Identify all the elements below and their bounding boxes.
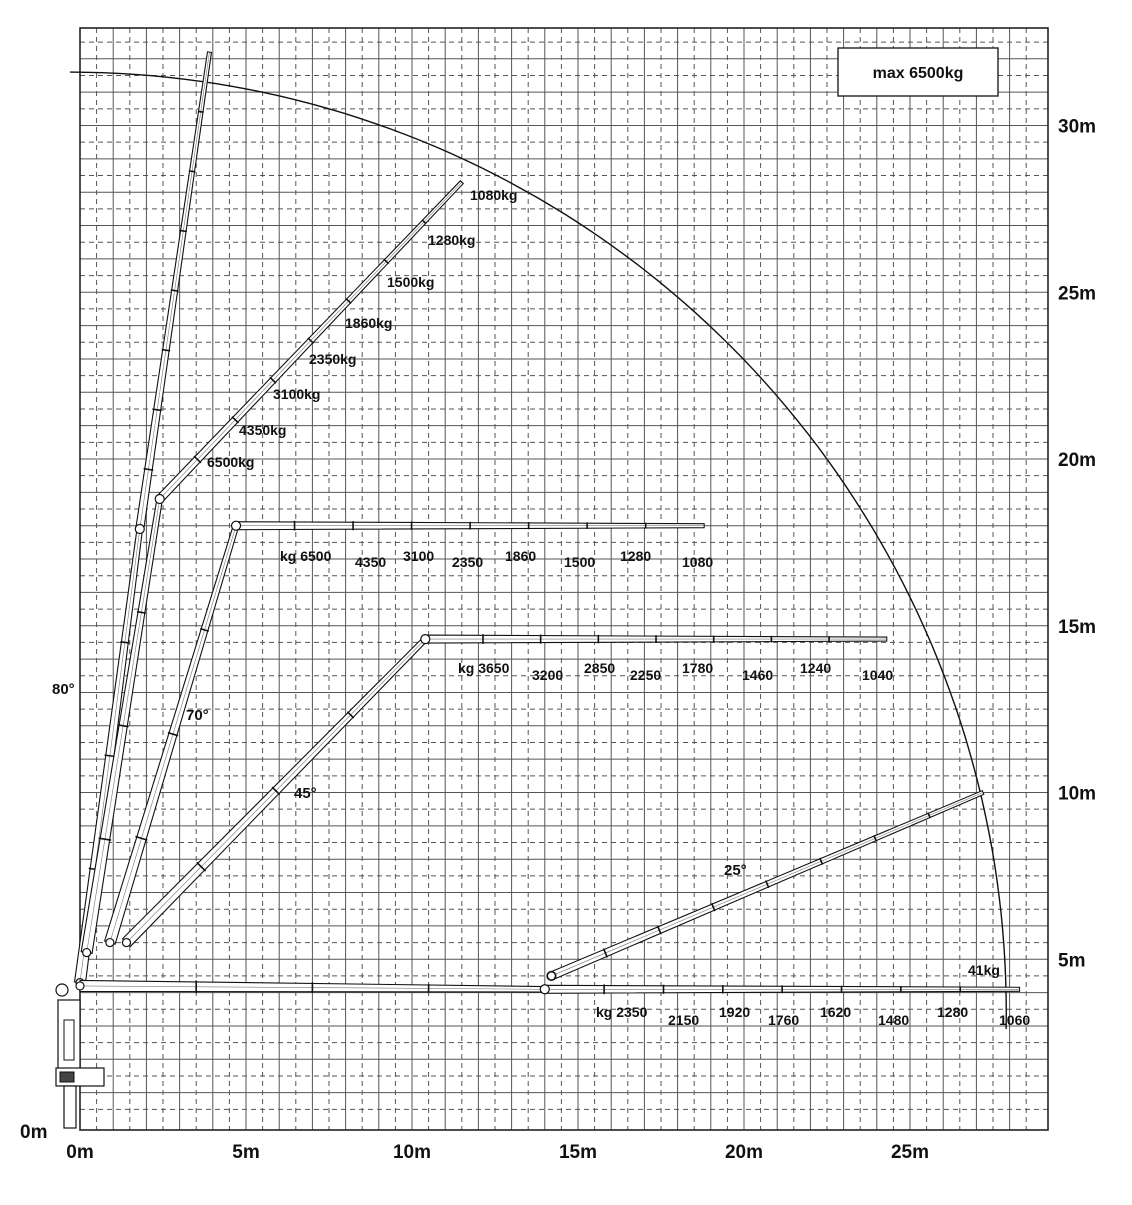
load-label-horizontal: 2150 (668, 1012, 699, 1028)
boom-45-base-joint (122, 939, 130, 947)
load-label-45: 1780 (682, 660, 713, 676)
angle-label-25: 25° (724, 862, 747, 879)
boom-70-horizontal-knuckle-joint (232, 521, 241, 530)
angle-label-70: 70° (186, 707, 209, 724)
title-label: max 6500kg (873, 65, 964, 82)
load-label-70-raised: 2350kg (309, 351, 356, 367)
load-label-70-horizontal: kg 6500 (280, 548, 332, 564)
load-label-70-raised: 1080kg (470, 187, 517, 203)
load-label-70-horizontal: 3100 (403, 548, 434, 564)
load-label-45: 3200 (532, 667, 563, 683)
y-tick-label: 5m (1058, 950, 1085, 971)
load-label-45: 1240 (800, 660, 831, 676)
x-tick-label: 10m (393, 1142, 431, 1163)
boom-70-horizontal-base-joint (106, 939, 114, 947)
angle-label-45: 45° (294, 785, 317, 802)
load-label-70-horizontal: 1280 (620, 548, 651, 564)
load-label-horizontal: 1480 (878, 1012, 909, 1028)
boom-25-base-joint (547, 972, 555, 980)
boom-45-knuckle-joint (421, 635, 430, 644)
load-label-70-raised: 3100kg (273, 386, 320, 402)
load-label-45: 1460 (742, 667, 773, 683)
load-label-70-raised: 1500kg (387, 274, 434, 290)
load-label-70-raised: 1860kg (345, 315, 392, 331)
load-label-horizontal: 1620 (820, 1004, 851, 1020)
x-tick-label: 20m (725, 1142, 763, 1163)
load-label-70-horizontal: 1080 (682, 554, 713, 570)
angle-label-80: 80° (52, 681, 75, 698)
load-label-45: 1040 (862, 667, 893, 683)
load-label-horizontal: 1760 (768, 1012, 799, 1028)
load-label-tip: 41kg (968, 962, 1000, 978)
boom-horizontal-base-joint (76, 982, 84, 990)
y-tick-label: 30m (1058, 117, 1096, 138)
load-label-70-horizontal: 2350 (452, 554, 483, 570)
y-tick-label: 15m (1058, 617, 1096, 638)
load-label-70-raised: 6500kg (207, 454, 254, 470)
load-label-70-horizontal: 1500 (564, 554, 595, 570)
title-box (838, 48, 998, 96)
y-tick-label: 10m (1058, 784, 1096, 805)
y-tick-label: 20m (1058, 450, 1096, 471)
load-label-horizontal: kg 2350 (596, 1004, 648, 1020)
load-label-45: 2250 (630, 667, 661, 683)
x-tick-label: 0m (66, 1142, 93, 1163)
load-label-horizontal: 1280 (937, 1004, 968, 1020)
y-tick-label: 25m (1058, 283, 1096, 304)
boom-70-raised-knuckle-joint (155, 495, 164, 504)
load-label-45: 2850 (584, 660, 615, 676)
load-label-horizontal: 1060 (999, 1012, 1030, 1028)
load-label-45: kg 3650 (458, 660, 510, 676)
boom-horizontal-knuckle-joint (540, 985, 549, 994)
load-label-70-horizontal: 1860 (505, 548, 536, 564)
x-tick-label: 5m (232, 1142, 259, 1163)
x-tick-label: 15m (559, 1142, 597, 1163)
x-tick-label: 25m (891, 1142, 929, 1163)
load-label-70-raised: 4350kg (239, 422, 286, 438)
boom-70-raised-base-joint (83, 949, 91, 957)
load-label-70-horizontal: 4350 (355, 554, 386, 570)
load-label-70-raised: 1280kg (428, 232, 475, 248)
y-tick-label: 0m (20, 1122, 47, 1143)
load-label-horizontal: 1920 (719, 1004, 750, 1020)
boom-80-knuckle-joint (135, 525, 144, 534)
